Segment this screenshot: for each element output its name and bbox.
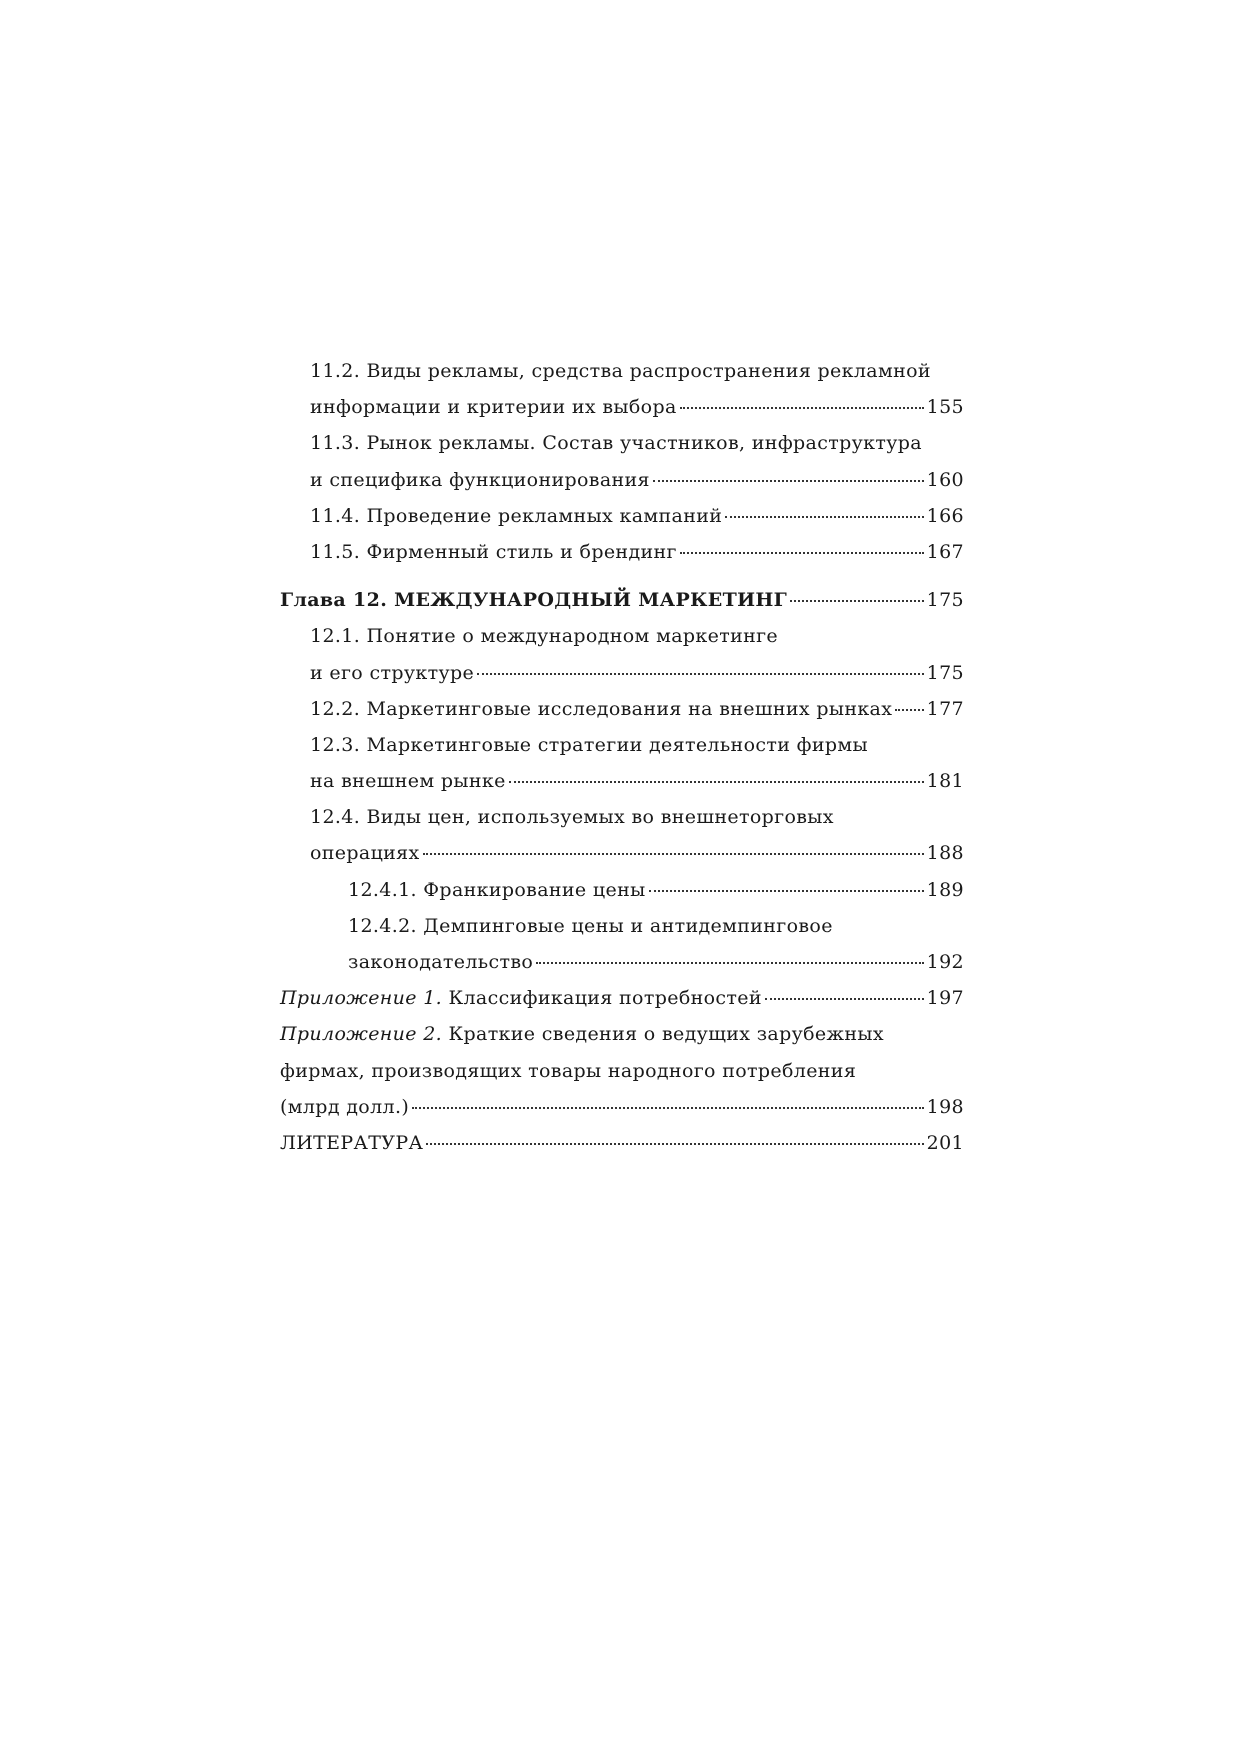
toc-entry-app2-line-2 xyxy=(280,1060,964,1096)
toc-entry-ch12 xyxy=(280,589,964,625)
toc-entry-s11-5 xyxy=(280,541,964,577)
toc-entry-s12-4-2-line-2 xyxy=(280,951,964,987)
toc-entry-text: 11.5. Фирменный стиль и брендинг xyxy=(310,540,677,563)
dot-leader xyxy=(536,962,923,964)
toc-entry-text: на внешнем рынке xyxy=(310,770,506,793)
toc-entry-s12-4-line-1 xyxy=(280,806,964,842)
dot-leader xyxy=(680,552,924,554)
toc-entry-app2-line-1 xyxy=(280,1023,964,1059)
toc-entry-text xyxy=(280,1023,884,1045)
dot-leader xyxy=(426,1143,923,1145)
toc-page-number: 181 xyxy=(926,770,964,793)
toc-entry-text: ЛИТЕРАТУРА xyxy=(280,1131,424,1154)
toc-entry-text: законодательство xyxy=(348,951,534,973)
toc-entry-s12-4-2-line-1 xyxy=(280,915,964,951)
toc-page-number: 175 xyxy=(926,661,964,684)
toc-entry-s11-4 xyxy=(280,505,964,541)
toc-entry-text: 11.3. Рынок рекламы. Состав участников, инфраструктура xyxy=(310,432,922,455)
toc-page-number: 188 xyxy=(926,842,964,865)
toc-entry-text: и его структуре xyxy=(310,661,475,684)
dot-leader xyxy=(765,998,924,1000)
toc-page-number: 198 xyxy=(926,1095,964,1118)
toc-page-number: 201 xyxy=(926,1131,964,1154)
toc-page-number: 175 xyxy=(926,589,964,612)
toc-entry-text: 11.2. Виды рекламы, средства распространения рекламной xyxy=(310,360,931,382)
toc-entry-text: 12.2. Маркетинговые исследования на внешних рынках xyxy=(310,697,893,720)
toc-entry-s11-3-line-1 xyxy=(280,432,964,468)
toc-entry-s12-4-line-2 xyxy=(280,842,964,878)
dot-leader xyxy=(725,516,923,518)
toc-entry-text: 12.4.2. Демпинговые цены и антидемпинговое xyxy=(348,914,833,937)
toc-entry-text: фирмах, производящих товары народного потребления xyxy=(280,1059,857,1082)
toc-entry-s12-3-line-1 xyxy=(280,734,964,770)
toc-entry-title: Классификация потребностей xyxy=(442,987,762,1010)
toc-entry-text: 11.4. Проведение рекламных кампаний xyxy=(310,504,723,527)
toc-entry-italic-prefix: Приложение 1. xyxy=(280,987,443,1010)
dot-leader xyxy=(477,673,924,675)
dot-leader xyxy=(649,890,924,892)
toc-page-number: 189 xyxy=(926,878,964,901)
toc-entry-text: и специфика функционирования xyxy=(310,468,650,491)
toc-entry-s12-2 xyxy=(280,698,964,734)
dot-leader xyxy=(412,1107,924,1109)
toc-entry-s12-1-line-2 xyxy=(280,662,964,698)
dot-leader xyxy=(895,709,923,711)
toc-entry-italic-prefix: Приложение 2. xyxy=(280,1023,443,1046)
toc-page-number: 160 xyxy=(926,468,964,491)
toc-page-number: 197 xyxy=(926,987,964,1010)
table-of-contents xyxy=(280,360,964,1168)
toc-entry-s12-1-line-1 xyxy=(280,625,964,661)
dot-leader xyxy=(653,480,924,482)
toc-entry-s11-2-line-1 xyxy=(280,360,964,396)
dot-leader xyxy=(423,853,924,855)
toc-entry-s11-2-line-2 xyxy=(280,396,964,432)
toc-entry-app2-line-3 xyxy=(280,1096,964,1132)
toc-entry-s11-3-line-2 xyxy=(280,469,964,505)
toc-entry-s12-4-1 xyxy=(280,879,964,915)
toc-entry-text: 12.3. Маркетинговые стратегии деятельности фирмы xyxy=(310,733,868,756)
toc-page-number: 166 xyxy=(926,504,964,527)
toc-page-number: 192 xyxy=(926,951,964,973)
dot-leader xyxy=(790,600,924,602)
toc-entry-title: Краткие сведения о ведущих зарубежных xyxy=(442,1023,884,1046)
toc-page-number: 155 xyxy=(926,396,964,419)
toc-entry-text: 12.4.1. Франкирование цены xyxy=(348,878,646,901)
toc-entry-text: Глава 12. МЕЖДУНАРОДНЫЙ МАРКЕТИНГ xyxy=(280,589,788,612)
toc-entry-lit xyxy=(280,1132,964,1168)
toc-entry-text: (млрд долл.) xyxy=(280,1095,410,1118)
toc-page-number: 177 xyxy=(926,697,964,720)
toc-page-number: 167 xyxy=(926,540,964,563)
toc-entry-text: 12.1. Понятие о международном маркетинге xyxy=(310,625,778,648)
dot-leader xyxy=(680,407,924,409)
toc-entry-text xyxy=(280,987,762,1009)
toc-entry-text: информации и критерии их выбора xyxy=(310,396,677,419)
toc-entry-text: операциях xyxy=(310,842,420,865)
toc-entry-app1 xyxy=(280,987,964,1023)
dot-leader xyxy=(509,781,924,783)
toc-entry-s12-3-line-2 xyxy=(280,770,964,806)
toc-entry-text: 12.4. Виды цен, используемых во внешнеторговых xyxy=(310,806,834,829)
